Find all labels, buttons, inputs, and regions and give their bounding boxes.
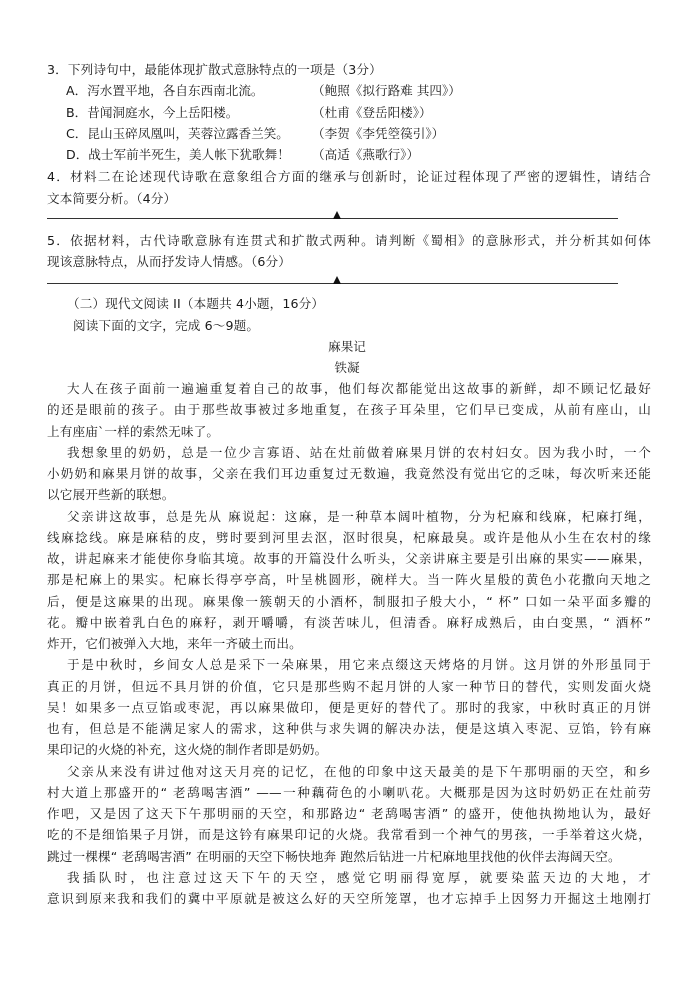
article-line: 上有座庙`一样的索然无味了。 bbox=[47, 424, 220, 439]
article-line: 以它展开些新的联想。 bbox=[47, 487, 175, 502]
article-line: 大人在孩子面前一遍遍重复着自己的故事，他们每次都能觉出这故事的新鲜，却不顾记忆最好 bbox=[67, 381, 651, 396]
section-instruction: 阅读下面的文字，完成 6～9题。 bbox=[73, 318, 260, 333]
q3-option-b: B．昔闻洞庭水，今上岳阳楼。 bbox=[66, 105, 239, 120]
q3-option-a-source: （鲍照《拟行路难 其四》） bbox=[312, 83, 461, 98]
article-line: 我想象里的奶奶，总是一位少言寡语、站在灶前做着麻果月饼的农村妇女。因为我小时，一个 bbox=[67, 445, 651, 460]
article-author: 铁凝 bbox=[334, 360, 360, 375]
article-line: 也有，但总是不能满足家人的需求，这种供与求失调的解决办法，便是这填入枣泥、豆馅，钤有麻 bbox=[47, 721, 651, 736]
article-line: 跳过一棵棵“ 老鸹喝害酒” 在明丽的天空下畅快地奔 跑然后钻进一片杞麻地里找他的伙伴去海阔天空。 bbox=[47, 849, 621, 864]
article-line: 于是中秋时，乡间女人总是采下一朵麻果，用它来点缀这天烤烙的月饼。这月饼的外形虽同于 bbox=[67, 657, 651, 672]
article-line: 父亲从来没有讲过他对这天月亮的记忆，在他的印象中这天最美的是下午那明丽的天空，和乡 bbox=[67, 764, 651, 779]
article-line: 意识到原来我和我们的冀中平原就是被这么好的天空所笼罩，也才忘掉手上因努力开掘这土地刚打 bbox=[47, 891, 651, 906]
q3-option-b-source: （杜甫《登岳阳楼》） bbox=[312, 105, 432, 120]
article-line: 线麻捻线。麻是麻秸的皮，劈时要到河里去沤，沤时很臭，杞麻最臭。或许是他从小生在农村的缘 bbox=[47, 530, 651, 545]
article-line: 炸开，它们被弹入大地，来年一齐破土而出。 bbox=[47, 636, 302, 651]
article-line: 后，便是这麻果的出现。麻果像一簇朝天的小酒杯，制服扣子般大小，“ 杯” 口如一朵平面多瓣的 bbox=[47, 594, 651, 609]
answer-marker-q5 bbox=[333, 276, 341, 284]
q5-line-1: 5．依据材料，古代诗歌意脉有连贯式和扩散式两种。请判断《蜀相》的意脉形式，并分析其如何体 bbox=[47, 233, 651, 248]
q3-option-c: C．昆山玉碎凤凰叫，芙蓉泣露香兰笑。 bbox=[66, 126, 289, 141]
q5-line-2: 现该意脉特点，从而抒发诗人情感。（6分） bbox=[47, 254, 291, 269]
q3-stem: 3．下列诗句中，最能体现扩散式意脉特点的一项是（3分） bbox=[47, 62, 382, 77]
article-line: 吴！如果多一点豆馅或枣泥，再以麻果做印，便是更好的替代了。那时的我家，中秋时真正的月饼 bbox=[47, 700, 651, 715]
section-heading: （二）现代文阅读 II（本题共 4小题，16分） bbox=[67, 296, 325, 311]
article-line: 作吧，又是因了这天下午那明丽的天空，和那路边“ 老鸹喝害酒” 的盛开，使他执拗地认为，最好 bbox=[47, 806, 651, 821]
article-line: 故，讲起麻来才能使你身临其境。故事的开篇没什么听头，父亲讲麻主要是引出麻的果实——麻果， bbox=[47, 551, 651, 566]
article-line: 的还是眼前的孩子。由于那些故事被过多地重复，在孩子耳朵里，它们早已变成，从前有座山，山 bbox=[47, 402, 651, 417]
article-title: 麻果记 bbox=[328, 339, 366, 354]
article-line: 我插队时，也注意过这天下午的天空，感觉它明丽得宽厚，就要染蓝天边的大地，才 bbox=[67, 870, 651, 885]
article-line: 那是杞麻上的果实。杞麻长得亭亭高，叶呈桃圆形，碗样大。当一阵火星般的黄色小花撒向天地之 bbox=[47, 572, 651, 587]
q4-line-1: 4．材料二在论述现代诗歌在意象组合方面的继承与创新时，论证过程体现了严密的逻辑性，请结合 bbox=[47, 169, 651, 184]
article-line: 真正的月饼，但远不具月饼的价值，它只是那些购不起月饼的人家一种节日的替代，实则发面火烧 bbox=[47, 679, 651, 694]
q3-option-c-source: （李贺《李凭箜篌引》） bbox=[312, 126, 445, 141]
q3-option-d: D．战士军前半死生，美人帐下犹歌舞！ bbox=[66, 147, 290, 162]
article-line: 小奶奶和麻果月饼的故事，父亲在我们耳边重复过无数遍，我竟然没有觉出它的乏味，每次听来还能 bbox=[47, 466, 651, 481]
q3-option-d-source: （高适《燕歌行》） bbox=[312, 147, 420, 162]
article-line: 果印记的火烧的补充，这火烧的制作者即是奶奶。 bbox=[47, 742, 328, 757]
article-line: 花。瓣中嵌着乳白色的麻籽，剥开嚼嚼，有淡苦味儿，但清香。麻籽成熟后，由白变黑，“ 酒杯” bbox=[47, 615, 651, 630]
article-line: 村大道上那盛开的“ 老鸹喝害酒” ——一种藕荷色的小喇叭花。大概那是因为这时奶奶正在灶前劳 bbox=[47, 785, 651, 800]
article-line: 父亲讲这故事，总是先从 麻说起：这麻，是一种草本阔叶植物，分为杞麻和线麻，杞麻打绳， bbox=[67, 509, 651, 524]
article-line: 吃的不是细馅果子月饼，而是这钤有麻果印记的火烧。我常看到一个神气的男孩，一手举着这火烧， bbox=[47, 827, 651, 842]
q4-line-2: 文本简要分析。（4分） bbox=[47, 191, 177, 206]
answer-marker-q4 bbox=[333, 211, 341, 219]
q3-option-a: A．泻水置平地，各自东西南北流。 bbox=[66, 83, 264, 98]
